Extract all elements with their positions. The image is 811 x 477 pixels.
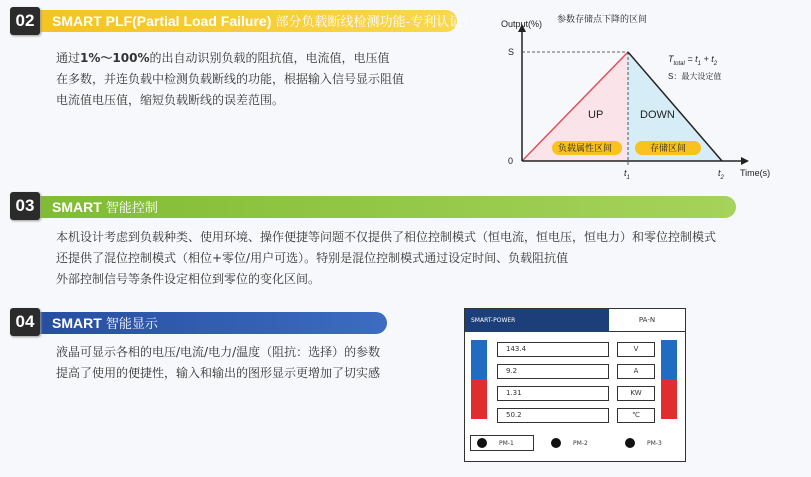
section-04-title <box>52 312 158 336</box>
current-value: 9.2 <box>497 364 609 379</box>
section-02-range: 1%～100% <box>80 51 150 65</box>
section-02-line-1a: 通过 <box>56 51 81 65</box>
section-03-paragraph <box>56 227 716 290</box>
temperature-value: 50.2 <box>497 408 609 423</box>
y-axis-note: 参数存储点下降的区间 <box>557 14 648 24</box>
section-02-title-en: SMART PLF(Partial Load Failure) <box>52 13 272 29</box>
power-unit: KW <box>617 386 655 401</box>
formula: $T_{total} = t_1 + t_2$ <box>668 54 718 67</box>
section-02-paragraph <box>56 48 404 111</box>
right-bar-blue <box>661 340 677 379</box>
right-bar-red <box>661 379 677 419</box>
badge-right-text: 存储区间 <box>650 143 687 153</box>
x-arrow <box>741 157 749 165</box>
section-03-line-1: 本机设计考虑到负载种类、使用环境、操作便捷等问题不仅提供了相位控制模式（恒电流，恒电压，恒电力）和零位控制模式 <box>56 230 717 244</box>
section-04-title-cn: 智能显示 <box>105 317 158 332</box>
pm-3-label: PM-3 <box>647 440 662 447</box>
t1-label: $t_1$ <box>624 168 630 181</box>
section-03-number: 03 <box>10 192 40 220</box>
section-03-title-cn: 智能控制 <box>105 201 158 216</box>
section-02-title <box>52 10 475 34</box>
section-03-line-3: 外部控制信号等条件设定相位到零位的变化区间。 <box>56 272 321 286</box>
up-label: UP <box>588 109 604 121</box>
s-note: S：最大设定值 <box>668 72 722 81</box>
x-axis-label: Time(s) <box>740 168 771 178</box>
pm-3-indicator <box>625 438 635 448</box>
zero-label: 0 <box>508 156 514 166</box>
power-value: 1.31 <box>497 386 609 401</box>
voltage-value: 143.4 <box>497 342 609 357</box>
panel-header-title: SMART-POWER <box>465 309 609 332</box>
section-03-title <box>52 196 158 220</box>
smart-power-panel <box>464 308 686 462</box>
section-02-line-2: 在多数，并连负载中检测负载断线的功能，根据输入信号显示阻值 <box>56 72 405 86</box>
section-04-number: 04 <box>10 308 40 336</box>
section-02-number: 02 <box>10 7 40 35</box>
pm-1-indicator <box>477 438 487 448</box>
pm-2-indicator <box>551 438 561 448</box>
section-04-line-1: 液晶可显示各相的电压/电流/电力/温度（阻抗：选择）的参数 <box>56 345 381 359</box>
plf-graph <box>500 8 790 188</box>
current-unit: A <box>617 364 655 379</box>
down-label: DOWN <box>640 109 675 121</box>
section-04-line-2: 提高了使用的便捷性，输入和输出的图形显示更增加了切实感 <box>56 366 381 380</box>
section-03-line-2: 还提供了混位控制模式（相位+零位/用户可选）。特别是混位控制模式通过设定时间、负载阻抗值 <box>56 251 569 265</box>
badge-left-text: 负载属性区间 <box>558 143 613 153</box>
section-02-line-3: 电流值电压值，缩短负载断线的误差范围。 <box>56 93 285 107</box>
s-label: S <box>508 47 515 57</box>
panel-header-model: PA-N <box>609 309 685 332</box>
section-04-title-en: SMART <box>52 315 102 331</box>
t2-label: $t_2$ <box>718 168 724 181</box>
pm-1-label: PM-1 <box>499 440 514 447</box>
left-bar-blue <box>471 340 487 379</box>
section-02-title-cn: 部分负载断线检测功能-专利认证） <box>275 15 476 30</box>
section-02-line-1c: 的出自动识别负载的阻抗值，电流值，电压值 <box>149 51 390 65</box>
voltage-unit: V <box>617 342 655 357</box>
section-04-paragraph <box>56 342 380 384</box>
left-bar-red <box>471 379 487 419</box>
temperature-unit: ℃ <box>617 408 655 423</box>
y-axis-label: Output(%) <box>501 19 543 29</box>
pm-2-label: PM-2 <box>573 440 588 447</box>
section-03-title-en: SMART <box>52 199 102 215</box>
section-02-line-1 <box>56 48 404 69</box>
